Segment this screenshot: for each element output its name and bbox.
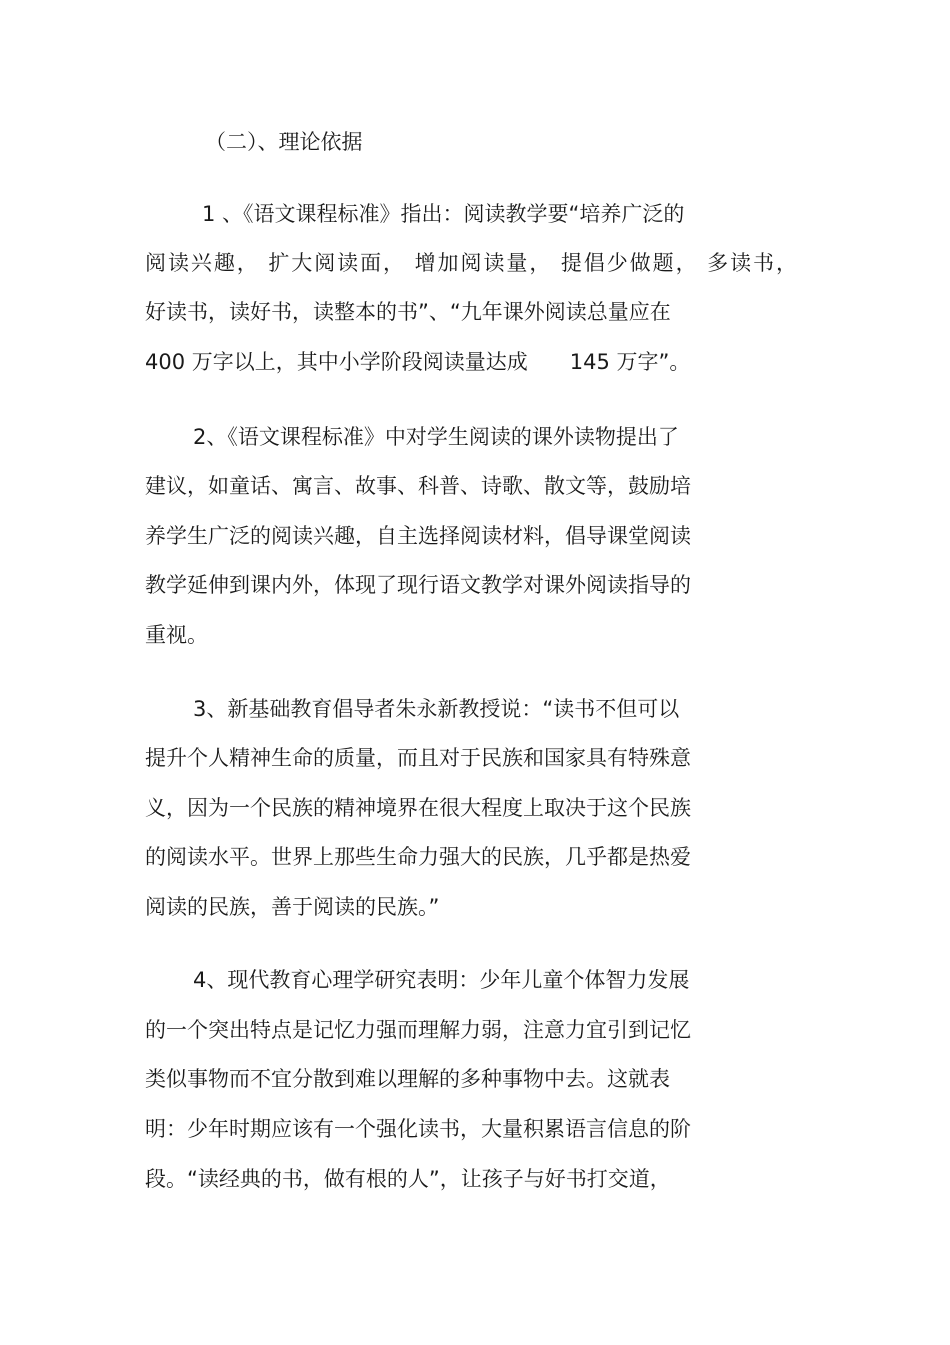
paragraph-3-line-2: 提升个人精神生命的质量，而且对于民族和国家具有特殊意: [145, 746, 691, 770]
section-heading: （二）、理论依据: [205, 130, 363, 154]
paragraph-1-line-3: 好读书，读好书，读整本的书”、“九年课外阅读总量应在: [145, 300, 671, 324]
paragraph-2-line-3: 养学生广泛的阅读兴趣，自主选择阅读材料，倡导课堂阅读: [145, 524, 691, 548]
paragraph-2-line-2: 建议，如童话、寓言、故事、科普、诗歌、散文等，鼓励培: [145, 474, 691, 498]
paragraph-2-line-4: 教学延伸到课内外，体现了现行语文教学对课外阅读指导的: [145, 573, 691, 597]
paragraph-4-line-4: 明：少年时期应该有一个强化读书，大量积累语言信息的阶: [145, 1117, 691, 1141]
paragraph-1-line-2: 阅读兴趣， 扩大阅读面， 增加阅读量， 提倡少做题， 多读书，: [145, 251, 797, 275]
paragraph-4-line-5: 段。“读经典的书，做有根的人”，让孩子与好书打交道，: [145, 1167, 671, 1191]
paragraph-3-line-1: 3、新基础教育倡导者朱永新教授说：“读书不但可以: [193, 697, 680, 721]
paragraph-3-line-3: 义，因为一个民族的精神境界在很大程度上取决于这个民族: [145, 796, 691, 820]
paragraph-1-line-1: 1 、《语文课程标准》指出：阅读教学要“培养广泛的: [202, 202, 685, 226]
paragraph-1-line-4: 400 万字以上，其中小学阶段阅读量达成 145 万字”。: [145, 350, 691, 374]
paragraph-2-line-1: 2、《语文课程标准》中对学生阅读的课外读物提出了: [193, 425, 679, 449]
paragraph-2-line-5: 重视。: [145, 623, 208, 647]
paragraph-3-line-4: 的阅读水平。世界上那些生命力强大的民族，几乎都是热爱: [145, 845, 691, 869]
paragraph-4-line-2: 的一个突出特点是记忆力强而理解力弱，注意力宜引到记忆: [145, 1018, 691, 1042]
paragraph-4-line-3: 类似事物而不宜分散到难以理解的多种事物中去。这就表: [145, 1067, 670, 1091]
paragraph-3-line-5: 阅读的民族，善于阅读的民族。”: [145, 895, 440, 919]
paragraph-4-line-1: 4、现代教育心理学研究表明：少年儿童个体智力发展: [193, 968, 690, 992]
